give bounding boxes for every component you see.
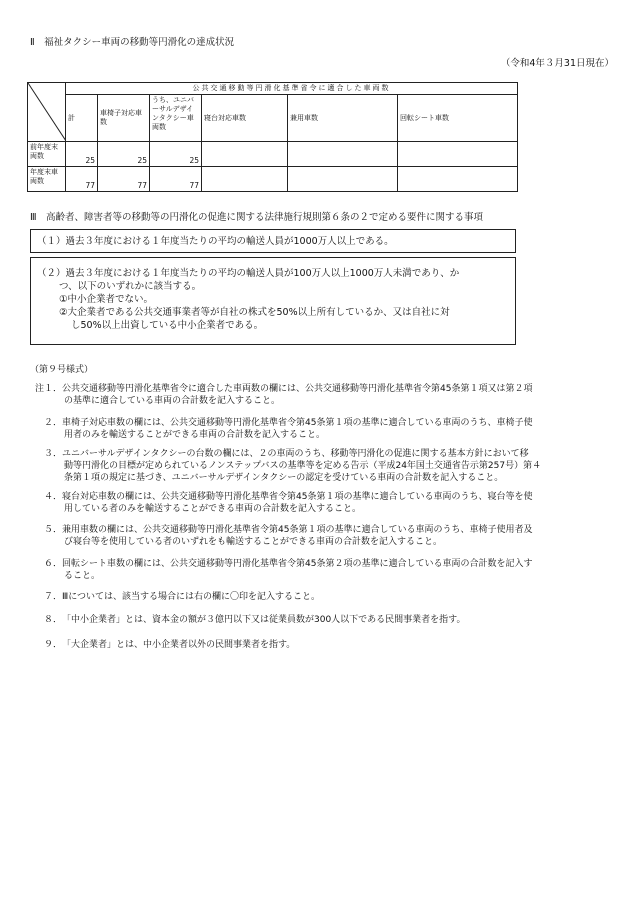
note-line1: 回転シート車数の欄には、公共交通移動等円滑化基準省令第45条第２項の基準に適合している車両の合計数を記入す [62, 559, 533, 569]
cell-total: 77 [66, 167, 98, 192]
note-number: ７． [43, 592, 62, 602]
note-line1: 「中小企業者」とは、資本金の額が３億円以下又は従業員数が300人以下である民間事業者を指す。 [62, 615, 466, 625]
note-line2: ること。 [64, 571, 101, 581]
note-item [26, 524, 616, 548]
note-item [26, 591, 616, 603]
note-item [26, 491, 616, 515]
section2-heading: Ⅱ 福祉タクシー車両の移動等円滑化の達成状況 [30, 37, 235, 48]
requirement-2-b-line2: し50%以上出資している中小企業者である。 [71, 320, 264, 331]
note-item [26, 614, 616, 626]
note-line2: 用者のみを輸送することができる車両の合計数を記入すること。 [64, 430, 326, 440]
form-label: （第９号様式） [30, 365, 94, 375]
row-label: 年度末車両数 [28, 167, 66, 192]
cell-rotating [398, 167, 518, 192]
col-shared: 兼用車数 [288, 95, 398, 142]
section3-heading: Ⅲ 高齢者、障害者等の移動等の円滑化の促進に関する法律施行規則第６条の２で定める要件に関する事項 [30, 212, 484, 223]
note-line3: 条第１項の規定に基づき、ユニバーサルデザインタクシーの認定を受けている車両の合計数を記入すること。 [64, 473, 504, 483]
requirement-box-2 [30, 257, 516, 345]
note-line1: 「大企業者」とは、中小企業者以外の民間事業者を指す。 [62, 640, 296, 650]
note-number: ６． [43, 559, 62, 569]
requirement-2-a: ①中小企業者でない。 [59, 294, 154, 305]
note-line2: 用している者のみを輸送することができる車両の合計数を記入すること。 [64, 504, 362, 514]
note-number: 注１． [34, 384, 62, 394]
note-item [26, 383, 616, 407]
note-line1: 公共交通移動等円滑化基準省令に適合した車両数の欄には、公共交通移動等円滑化基準省令第45条第１項又は第２項 [62, 384, 533, 394]
note-number: ５． [43, 525, 62, 535]
note-item [26, 417, 616, 441]
cell-shared [288, 167, 398, 192]
note-line2: び寝台等を使用している者のいずれをも輸送することができる車両の合計数を記入すること。 [64, 537, 443, 547]
note-line2: の基準に適合している車両の合計数を記入すること。 [64, 396, 281, 406]
cell-wheelchair: 25 [98, 142, 150, 167]
cell-ud: 25 [150, 142, 202, 167]
note-number: ３． [43, 449, 62, 459]
cell-total: 25 [66, 142, 98, 167]
col-bed: 寝台対応車数 [202, 95, 288, 142]
col-rotating: 回転シート車数 [398, 95, 518, 142]
note-line2: 動等円滑化の目標が定められているノンステップバスの基準等を定める告示（平成24年国土交通省告示第257号）第４ [64, 461, 542, 471]
table-row [28, 167, 518, 192]
note-item [26, 448, 616, 484]
note-number: ２． [43, 418, 62, 428]
col-total: 計 [66, 95, 98, 142]
requirement-box-1 [30, 229, 516, 253]
requirement-1-text: （１）過去３年度における１年度当たりの平均の輸送人員が1000万人以上である。 [37, 236, 394, 247]
note-number: ４． [43, 492, 62, 502]
diagonal-line [28, 83, 66, 141]
table-row [28, 142, 518, 167]
cell-wheelchair: 77 [98, 167, 150, 192]
cell-rotating [398, 142, 518, 167]
table-top-header: 公共交通移動等円滑化基準省令に適合した車両数 [66, 83, 518, 95]
col-wheelchair: 車椅子対応車数 [98, 95, 150, 142]
note-line1: 寝台対応車数の欄には、公共交通移動等円滑化基準省令第45条第１項の基準に適合している車両のうち、寝台等を使 [62, 492, 533, 502]
cell-shared [288, 142, 398, 167]
cell-ud: 77 [150, 167, 202, 192]
note-line1: ユニバーサルデザインタクシーの台数の欄には、２の車両のうち、移動等円滑化の促進に関する基本方針において移 [62, 449, 529, 459]
requirement-2-line1: （２）過去３年度における１年度当たりの平均の輸送人員が100万人以上1000万人未満であり、か [37, 268, 460, 279]
note-line1: Ⅲについては、該当する場合には右の欄に〇印を記入すること。 [62, 592, 321, 602]
note-number: ９． [43, 640, 62, 650]
vehicle-count-table [27, 82, 518, 192]
cell-bed [202, 167, 288, 192]
note-line1: 車椅子対応車数の欄には、公共交通移動等円滑化基準省令第45条第１項の基準に適合している車両のうち、車椅子使 [62, 418, 533, 428]
note-item [26, 558, 616, 582]
row-label: 前年度末両数 [28, 142, 66, 167]
note-line1: 兼用車数の欄には、公共交通移動等円滑化基準省令第45条第１項の基準に適合している車両のうち、車椅子使用者及 [62, 525, 533, 535]
note-number: ８． [43, 615, 62, 625]
col-ud-taxi: うち、ユニバーサルデザインタクシー車両数 [150, 95, 202, 142]
cell-bed [202, 142, 288, 167]
table-diagonal-corner [28, 83, 66, 142]
requirement-2-b-line1: ②大企業者である公共交通事業者等が自社の株式を50%以上所有しているか、又は自社に対 [59, 307, 450, 318]
note-item [26, 639, 616, 651]
requirement-2-line2: つ、以下のいずれかに該当する。 [59, 281, 202, 292]
as-of-date: （令和4年３月31日現在） [500, 58, 614, 69]
